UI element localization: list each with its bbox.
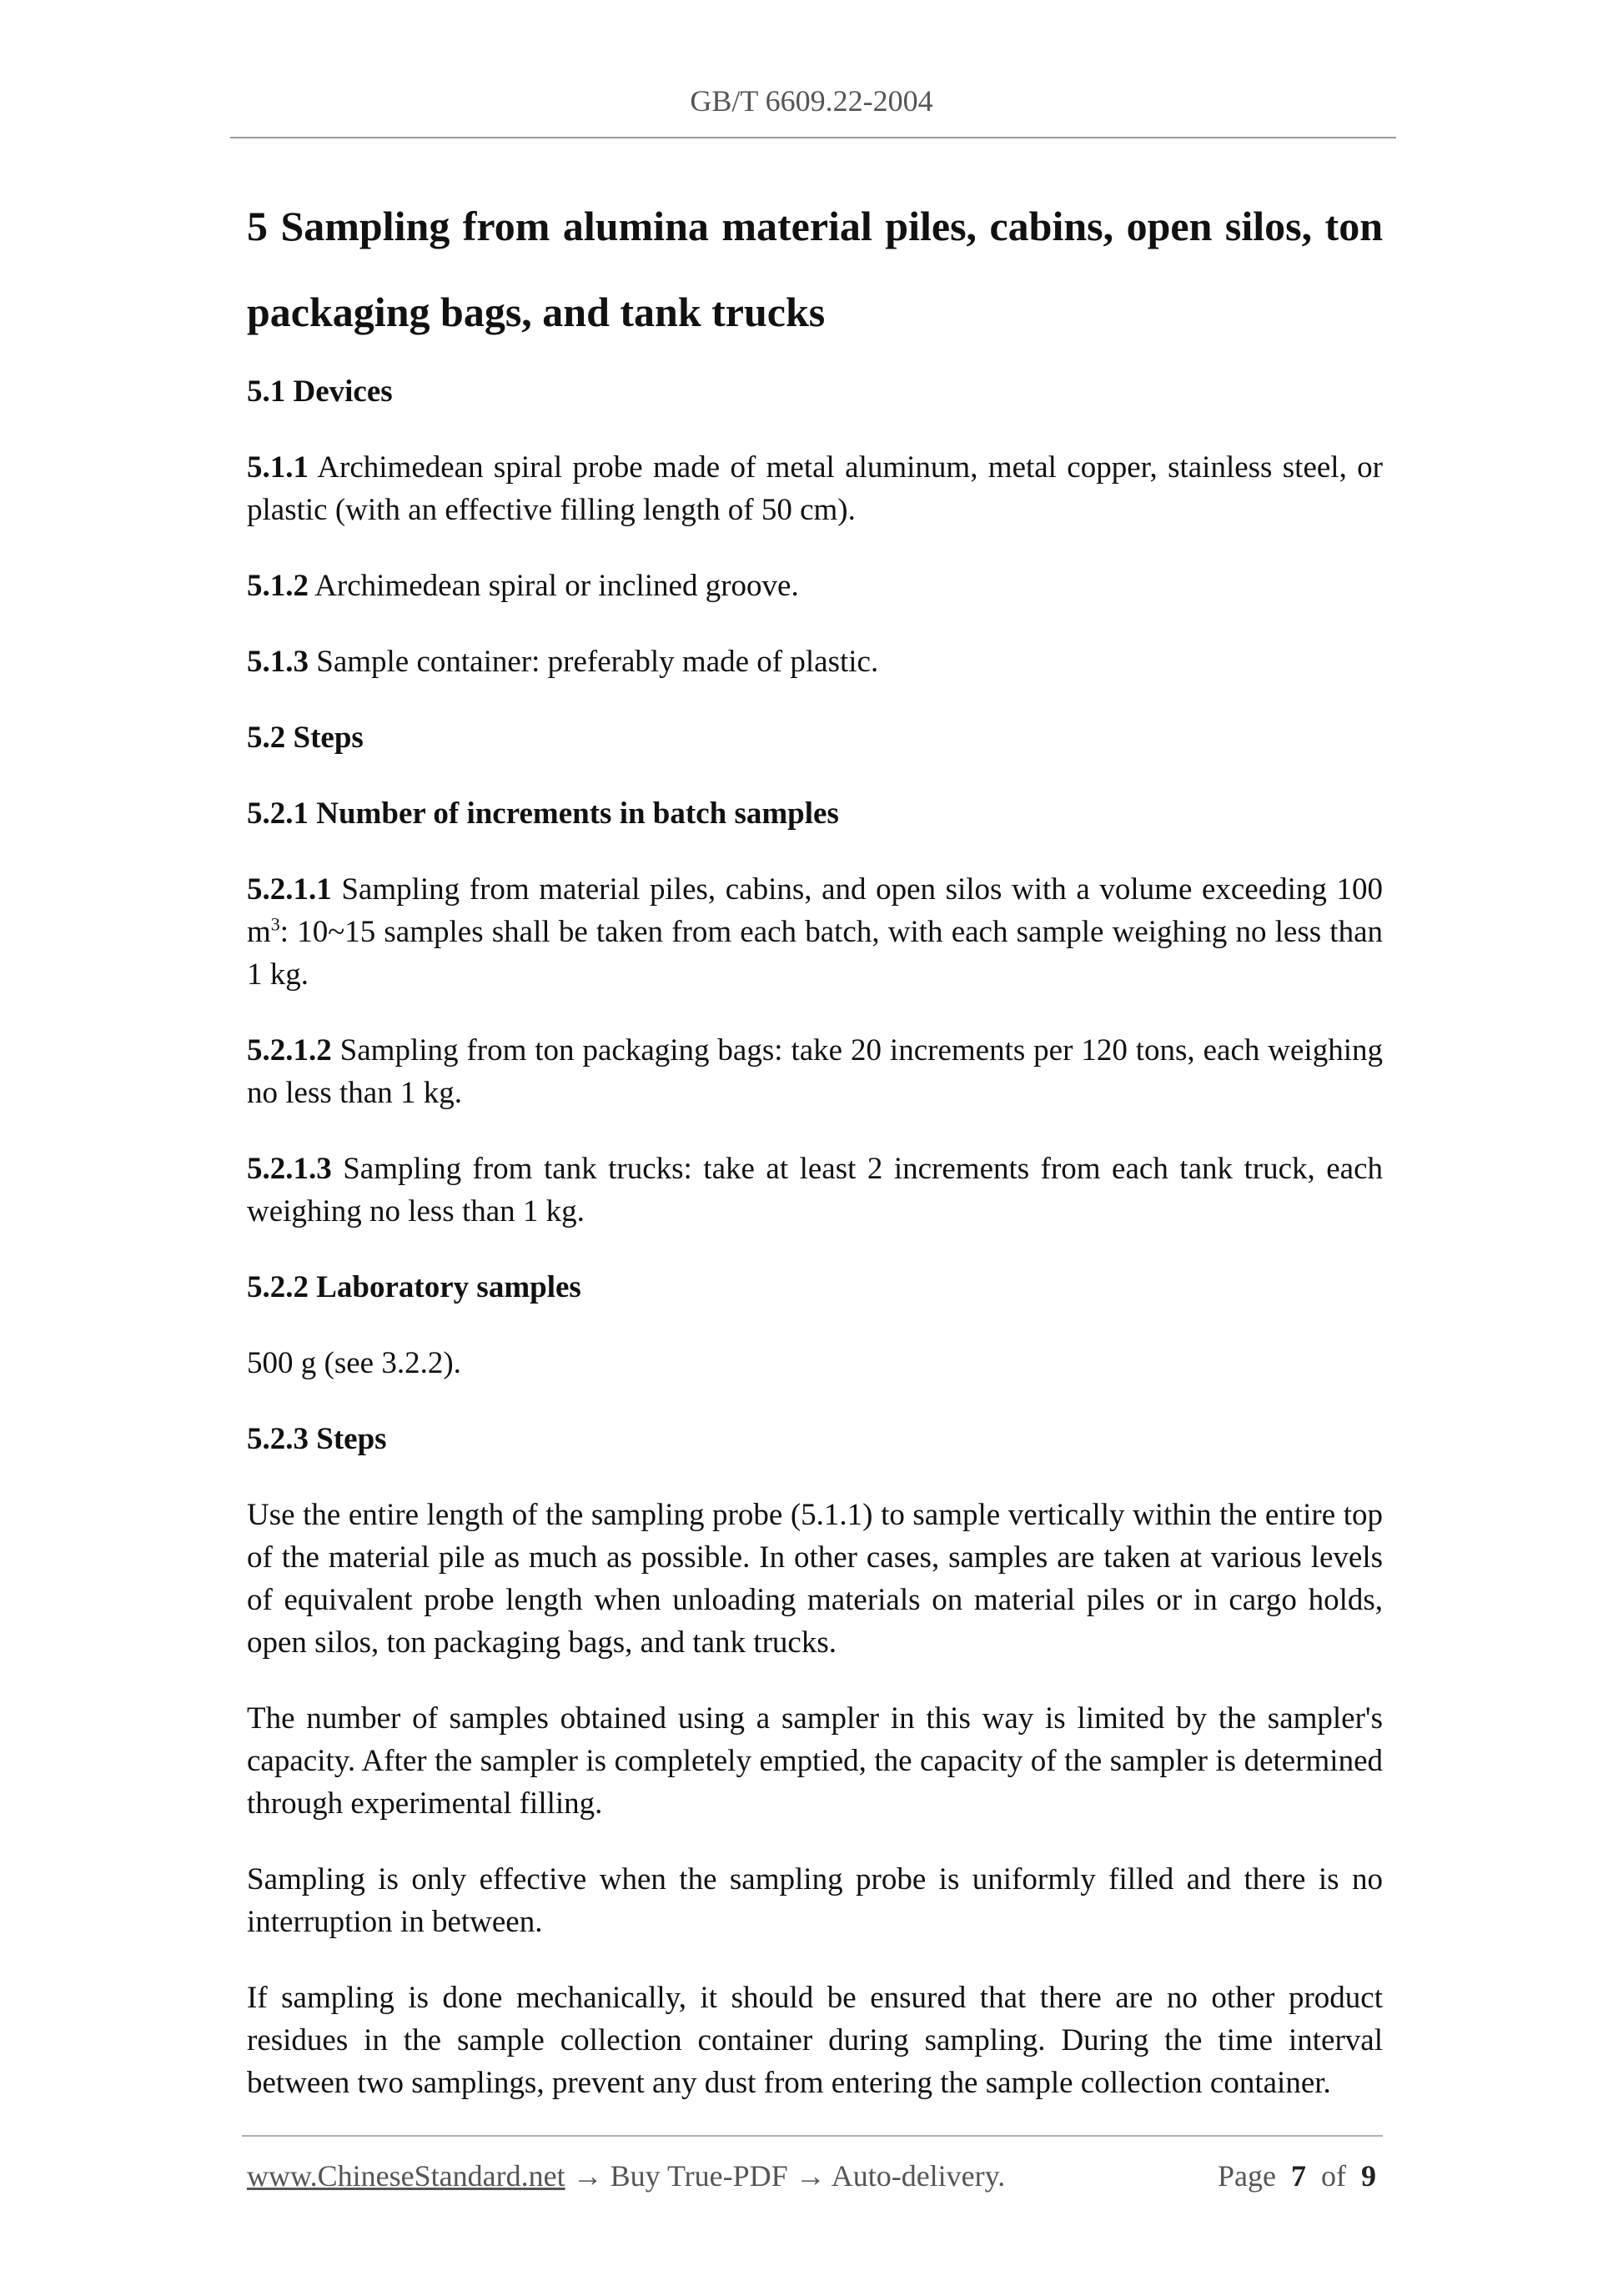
clause-number: 5.2.1.1 [247,872,332,907]
paragraph-5-2-1-3 [247,1148,1383,1233]
page-label: Page [1218,2159,1276,2193]
clause-text-continued: : 10~15 samples shall be taken from each batch, with each sample weighing no less than 1 kg. [247,915,1383,992]
heading-5-2-2: 5.2.2 Laboratory samples [247,1270,581,1304]
arrow-right-icon: → [795,2159,826,2193]
clause-text: Sample container: preferably made of plastic. [309,645,879,679]
footer-divider [242,2135,1383,2137]
clause-text: Sampling from ton packaging bags: take 20 increments per 120 tons, each weighing no less than 1 kg. [247,1033,1383,1110]
auto-delivery-text: Auto-delivery. [831,2159,1006,2193]
footer-promo [247,2155,1005,2197]
clause-number: 5.2.1.2 [247,1033,332,1068]
paragraph-steps-2: The number of samples obtained using a sampler in this way is limited by the sampler's capacity. After the sampler is completely emptied, the capacity of the sampler is determined through experimental filling. [247,1701,1383,1821]
heading-5-2: 5.2 Steps [247,721,364,755]
superscript-cubic: 3 [270,913,280,935]
of-label: of [1321,2159,1346,2193]
header-divider [230,137,1396,138]
website-link[interactable]: www.ChineseStandard.net [247,2159,565,2193]
clause-number: 5.1.2 [247,569,309,603]
paragraph-5-1-1 [247,446,1383,531]
heading-5-1: 5.1 Devices [247,374,393,409]
clause-text: Archimedean spiral or inclined groove. [309,569,799,603]
heading-5-2-3: 5.2.3 Steps [247,1422,387,1456]
clause-text: Sampling from material piles, cabins, and open silos with a volume exceeding 100 m [247,872,1383,949]
paragraph-5-1-3 [247,641,1383,683]
paragraph-5-2-1-1 [247,868,1383,996]
page-indicator [1218,2155,1376,2197]
standard-code-header: GB/T 6609.22-2004 [690,84,933,118]
total-pages-number: 9 [1361,2159,1376,2193]
section-title: 5 Sampling from alumina material piles, cabins, open silos, ton packaging bags, and tank trucks [247,203,1383,335]
clause-number: 5.2.1.3 [247,1152,332,1186]
paragraph-steps-4: If sampling is done mechanically, it should be ensured that there are no other product residues in the sample collection container during sampling. During the time interval between two samplings, prevent any dust from entering the sample collection container. [247,1981,1383,2100]
paragraph-5-2-2: 500 g (see 3.2.2). [247,1346,461,1380]
clause-number: 5.1.3 [247,645,309,679]
paragraph-steps-3: Sampling is only effective when the sampling probe is uniformly filled and there is no interruption in between. [247,1862,1383,1939]
paragraph-5-2-1-2 [247,1029,1383,1114]
clause-text: Sampling from tank trucks: take at least 2 increments from each tank truck, each weighing no less than 1 kg. [247,1152,1383,1228]
page-content [247,183,1383,2104]
paragraph-5-1-2 [247,565,1383,607]
arrow-right-icon: → [572,2159,603,2193]
clause-number: 5.1.1 [247,450,309,485]
buy-true-pdf-text: Buy True-PDF [610,2159,788,2193]
paragraph-steps-1: Use the entire length of the sampling probe (5.1.1) to sample vertically within the entire top of the material pile as much as possible. In other cases, samples are taken at various levels of equivalent probe length when unloading materials on material piles or in cargo holds, open silos, ton packaging bags, and tank trucks. [247,1498,1383,1660]
clause-text: Archimedean spiral probe made of metal aluminum, metal copper, stainless steel, or plastic (with an effective filling length of 50 cm). [247,450,1383,527]
current-page-number: 7 [1291,2159,1306,2193]
heading-5-2-1: 5.2.1 Number of increments in batch samples [247,796,839,831]
